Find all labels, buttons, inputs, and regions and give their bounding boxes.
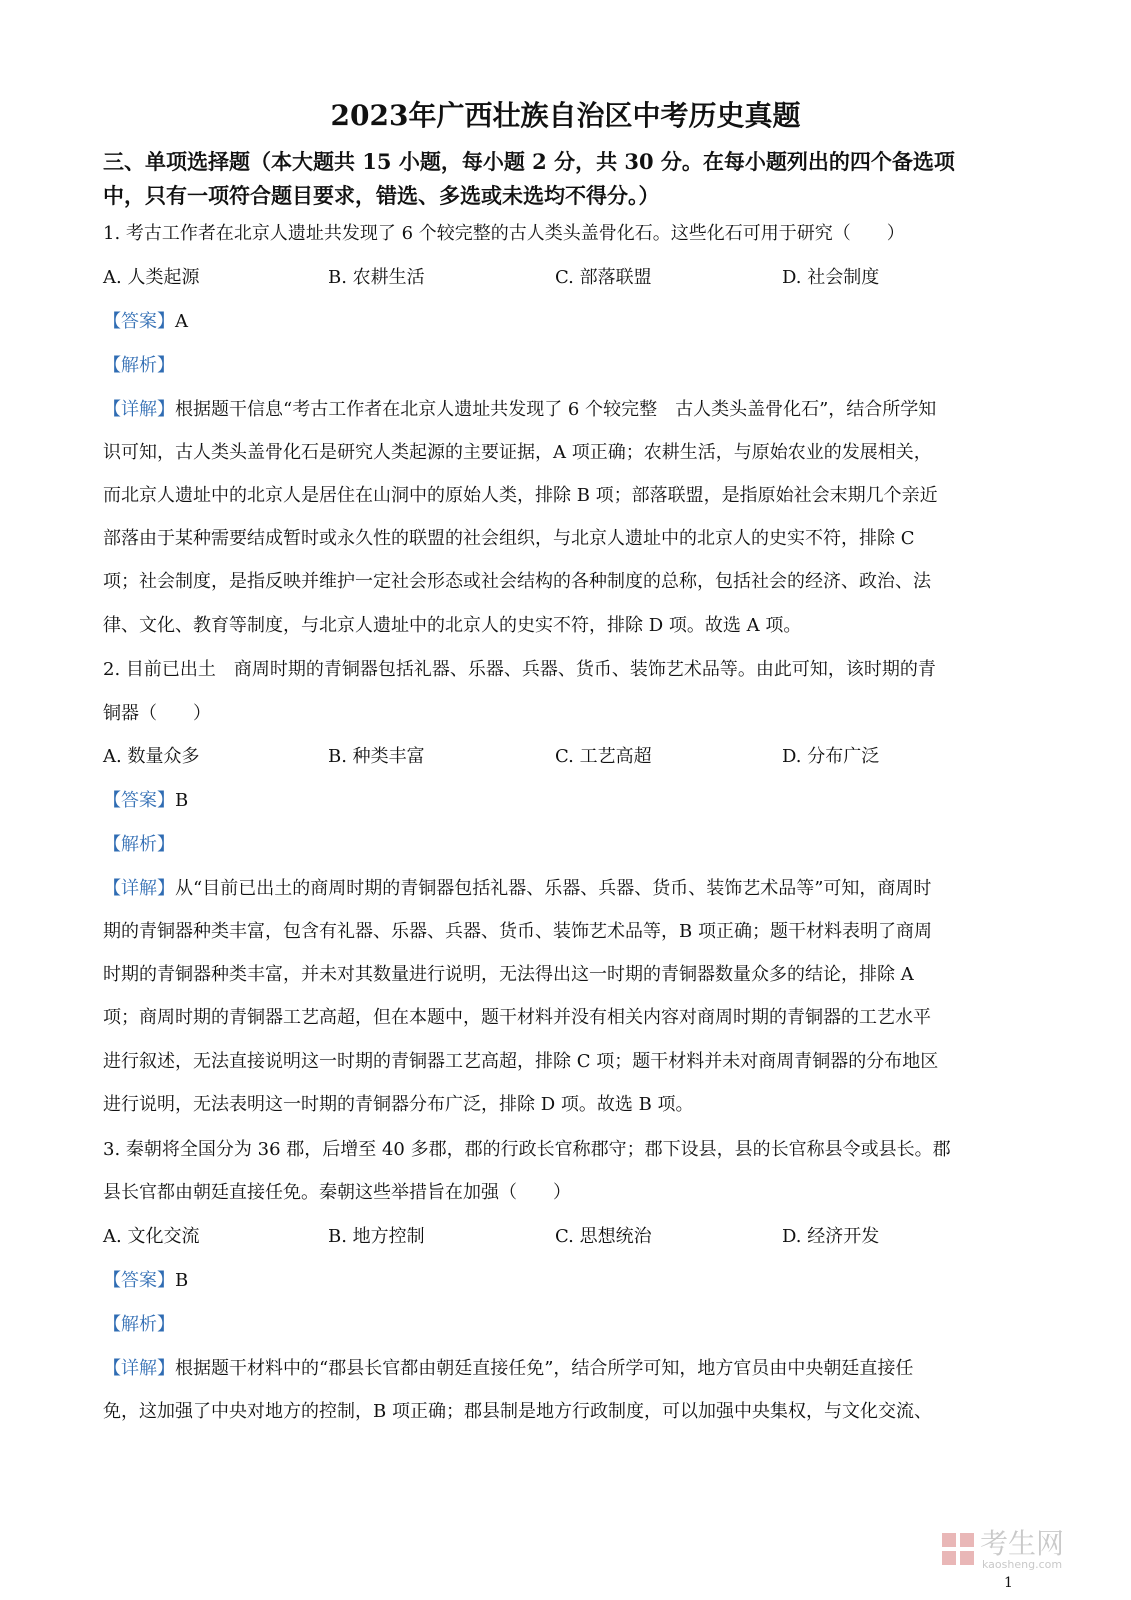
watermark-logo [940, 1528, 1100, 1572]
question-1-detail-line-4: 部落由于某种需要结成暂时或永久性的联盟的社会组织，与北京人遗址中的北京人的史实不符，排除 C [103, 528, 915, 549]
question-3-stem-line-1: 3. 秦朝将全国分为 36 郡，后增至 40 多郡，郡的行政长官称郡守；郡下设县，县的长官称县令或县长。郡 [103, 1139, 951, 1160]
question-2-detail-line-3: 时期的青铜器种类丰富，并未对其数量进行说明，无法得出这一时期的青铜器数量众多的结论，排除 A [103, 964, 914, 985]
section-heading-line-1: 三、单项选择题（本大题共 15 小题，每小题 2 分，共 30 分。在每小题列出的四个备选项 [103, 149, 955, 174]
question-3-analysis-tag: 【解析】 [103, 1314, 175, 1335]
question-2-stem-line-1: 2. 目前已出土 商周时期的青铜器包括礼器、乐器、兵器、货币、装饰艺术品等。由此可知，该时期的青 [103, 659, 936, 680]
section-heading [103, 145, 1033, 213]
logo-mark-icon [940, 1530, 976, 1568]
detail-text: 根据题干信息“考古工作者在北京人遗址共发现了 6 个较完整 古人类头盖骨化石”，结合所学知 [175, 399, 937, 420]
question-1-option-a: A. 人类起源 [103, 267, 200, 288]
detail-tag: 【详解】 [103, 399, 175, 420]
question-2-option-d: D. 分布广泛 [782, 746, 880, 767]
question-2-detail-line-4: 项；商周时期的青铜器工艺高超，但在本题中，题干材料并没有相关内容对商周时期的青铜器的工艺水平 [103, 1007, 931, 1028]
question-3-answer [103, 1268, 1033, 1294]
detail-text: 根据题干材料中的“郡县长官都由朝廷直接任免”，结合所学可知，地方官员由中央朝廷直接任 [175, 1358, 914, 1379]
question-1-detail-line-2: 识可知，古人类头盖骨化石是研究人类起源的主要证据，A 项正确；农耕生活，与原始农业的发展相关， [103, 442, 932, 463]
question-2-option-a: A. 数量众多 [103, 746, 200, 767]
question-1-detail-line-3: 而北京人遗址中的北京人是居住在山洞中的原始人类，排除 B 项；部落联盟，是指原始社会末期几个亲近 [103, 485, 938, 506]
detail-tag: 【详解】 [103, 878, 175, 899]
question-3-option-c: C. 思想统治 [555, 1226, 652, 1247]
answer-value: B [175, 790, 189, 811]
question-2-analysis-tag: 【解析】 [103, 834, 175, 855]
answer-tag: 【答案】 [103, 311, 175, 332]
question-3-option-a: A. 文化交流 [103, 1226, 200, 1247]
question-3-detail-line-2: 免，这加强了中央对地方的控制，B 项正确；郡县制是地方行政制度，可以加强中央集权，与文化交流、 [103, 1401, 932, 1422]
watermark-text: 考生网 [980, 1527, 1065, 1560]
question-2-detail-line-6: 进行说明，无法表明这一时期的青铜器分布广泛，排除 D 项。故选 B 项。 [103, 1094, 694, 1115]
question-1-detail-line-5: 项；社会制度，是指反映并维护一定社会形态或社会结构的各种制度的总称，包括社会的经济、政治、法 [103, 571, 931, 592]
question-3-stem-line-2: 县长官都由朝廷直接任免。秦朝这些举措旨在加强（ ） [103, 1182, 571, 1203]
question-3-option-b: B. 地方控制 [328, 1226, 425, 1247]
question-1-detail-line-1 [103, 397, 1033, 423]
answer-value: B [175, 1270, 189, 1291]
section-heading-line-2: 中，只有一项符合题目要求，错选、多选或未选均不得分。） [103, 183, 660, 208]
question-2-option-c: C. 工艺高超 [555, 746, 652, 767]
answer-value: A [175, 311, 188, 332]
question-1-detail-line-6: 律、文化、教育等制度，与北京人遗址中的北京人的史实不符，排除 D 项。故选 A 项。 [103, 615, 802, 636]
page-number: 1 [1004, 1575, 1013, 1591]
detail-tag: 【详解】 [103, 1358, 175, 1379]
detail-text: 从“目前已出土的商周时期的青铜器包括礼器、乐器、兵器、货币、装饰艺术品等”可知，商周时 [175, 878, 932, 899]
question-1-option-c: C. 部落联盟 [555, 267, 652, 288]
question-2-option-b: B. 种类丰富 [328, 746, 425, 767]
answer-tag: 【答案】 [103, 790, 175, 811]
question-2-detail-line-1 [103, 876, 1033, 902]
watermark-url: kaosheng.com [982, 1558, 1063, 1571]
question-2-detail-line-2: 期的青铜器种类丰富，包含有礼器、乐器、兵器、货币、装饰艺术品等，B 项正确；题干材料表明了商周 [103, 921, 932, 942]
question-2-answer [103, 788, 1033, 814]
question-1-option-b: B. 农耕生活 [328, 267, 425, 288]
question-1-answer [103, 309, 1033, 335]
question-1-option-d: D. 社会制度 [782, 267, 880, 288]
question-1-stem: 1. 考古工作者在北京人遗址共发现了 6 个较完整的古人类头盖骨化石。这些化石可用于研究（ ） [103, 223, 905, 244]
question-3-option-d: D. 经济开发 [782, 1226, 880, 1247]
page-title: 2023年广西壮族自治区中考历史真题 [330, 99, 801, 132]
question-3-detail-line-1 [103, 1356, 1033, 1382]
question-2-stem-line-2: 铜器（ ） [103, 703, 211, 724]
answer-tag: 【答案】 [103, 1270, 175, 1291]
question-2-detail-line-5: 进行叙述，无法直接说明这一时期的青铜器工艺高超，排除 C 项；题干材料并未对商周青铜器的分布地区 [103, 1051, 939, 1072]
question-1-analysis-tag: 【解析】 [103, 355, 175, 376]
